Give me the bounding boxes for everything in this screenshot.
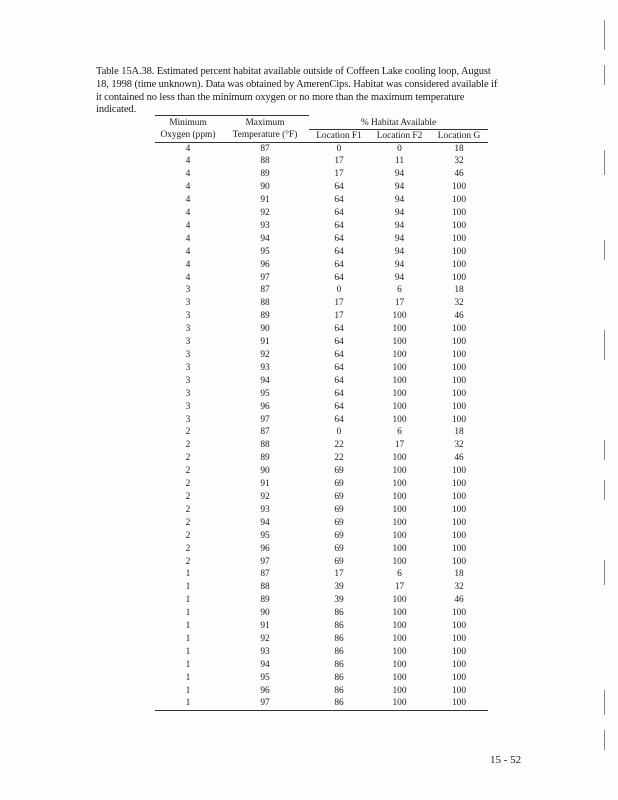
cell-location-f2: 100 bbox=[392, 466, 407, 477]
cell-min-oxygen: 2 bbox=[185, 479, 191, 490]
cell-location-f2: 0 bbox=[397, 143, 402, 154]
cell-min-oxygen: 2 bbox=[185, 543, 191, 554]
cell-location-g: 32 bbox=[454, 156, 464, 167]
cell-location-f2: 17 bbox=[394, 440, 405, 451]
cell-max-temp: 96 bbox=[260, 543, 270, 554]
cell-max-temp: 96 bbox=[260, 685, 270, 696]
cell-max-temp: 89 bbox=[260, 453, 270, 464]
table-row bbox=[155, 697, 488, 710]
cell-max-temp: 97 bbox=[260, 414, 270, 425]
table-row bbox=[155, 155, 488, 168]
cell-max-temp: 87 bbox=[260, 143, 270, 154]
cell-location-g: 100 bbox=[451, 491, 467, 502]
cell-min-oxygen: 3 bbox=[185, 375, 191, 386]
table-row bbox=[155, 207, 488, 220]
cell-max-temp: 92 bbox=[260, 350, 270, 360]
cell-max-temp: 95 bbox=[260, 246, 270, 257]
cell-min-oxygen: 4 bbox=[185, 169, 191, 180]
cell-location-f2: 100 bbox=[392, 337, 407, 348]
cell-location-f2: 100 bbox=[392, 362, 407, 373]
table-row bbox=[155, 297, 488, 310]
cell-location-f2: 94 bbox=[394, 220, 405, 231]
cell-location-f1: 22 bbox=[334, 453, 344, 464]
cell-location-f2: 94 bbox=[394, 182, 405, 193]
table-row bbox=[155, 336, 488, 349]
cell-location-f2: 94 bbox=[394, 272, 405, 283]
cell-location-f1: 64 bbox=[334, 337, 344, 348]
cell-min-oxygen: 1 bbox=[185, 608, 191, 619]
header-location-f1: Location F1 bbox=[309, 129, 369, 142]
cell-location-f2: 100 bbox=[392, 311, 407, 322]
cell-location-g: 100 bbox=[451, 208, 467, 219]
header-location-g: Location G bbox=[430, 129, 488, 142]
cell-min-oxygen: 4 bbox=[185, 259, 191, 270]
table-row bbox=[155, 362, 488, 375]
cell-max-temp: 97 bbox=[260, 556, 270, 567]
table-row bbox=[155, 142, 488, 155]
table-row bbox=[155, 581, 488, 594]
cell-location-f2: 100 bbox=[392, 491, 407, 502]
cell-min-oxygen: 2 bbox=[185, 504, 191, 515]
cell-location-f1: 17 bbox=[334, 569, 344, 580]
cell-location-f1: 64 bbox=[334, 362, 344, 373]
cell-min-oxygen: 3 bbox=[185, 362, 191, 373]
cell-max-temp: 87 bbox=[260, 285, 270, 296]
cell-max-temp: 91 bbox=[260, 337, 270, 348]
header-habitat-group: % Habitat Available bbox=[309, 116, 488, 130]
cell-location-f2: 100 bbox=[392, 633, 407, 644]
cell-location-f2: 100 bbox=[392, 646, 407, 657]
cell-location-g: 100 bbox=[451, 556, 467, 567]
table-row bbox=[155, 246, 488, 259]
cell-location-f1: 64 bbox=[334, 414, 344, 425]
cell-max-temp: 94 bbox=[260, 517, 270, 528]
cell-min-oxygen: 2 bbox=[185, 491, 191, 502]
cell-location-g: 100 bbox=[451, 530, 467, 541]
cell-location-f1: 0 bbox=[336, 143, 342, 154]
cell-max-temp: 96 bbox=[260, 259, 270, 270]
cell-min-oxygen: 2 bbox=[185, 530, 191, 541]
cell-location-g: 46 bbox=[454, 595, 464, 606]
cell-location-g: 100 bbox=[451, 233, 467, 244]
cell-max-temp: 91 bbox=[260, 195, 270, 206]
cell-location-f2: 100 bbox=[369, 697, 430, 710]
table-row bbox=[155, 672, 488, 685]
cell-min-oxygen: 2 bbox=[185, 466, 191, 477]
cell-min-oxygen: 1 bbox=[185, 672, 191, 683]
cell-location-g: 100 bbox=[451, 220, 467, 231]
cell-location-g: 46 bbox=[454, 169, 464, 180]
cell-min-oxygen: 1 bbox=[185, 659, 191, 670]
cell-location-f1: 39 bbox=[334, 582, 344, 593]
cell-max-temp: 90 bbox=[260, 466, 270, 477]
cell-location-f1: 69 bbox=[334, 543, 344, 554]
cell-min-oxygen: 3 bbox=[185, 285, 191, 296]
cell-min-oxygen: 4 bbox=[185, 182, 191, 193]
cell-location-g: 18 bbox=[454, 285, 464, 296]
cell-location-g: 100 bbox=[430, 697, 488, 710]
table-row bbox=[155, 194, 488, 207]
cell-max-temp: 93 bbox=[260, 362, 270, 373]
cell-min-oxygen: 1 bbox=[185, 685, 191, 696]
cell-max-temp: 93 bbox=[260, 646, 270, 657]
cell-max-temp: 92 bbox=[260, 208, 270, 219]
cell-location-f2: 100 bbox=[392, 414, 407, 425]
cell-max-temp: 96 bbox=[260, 401, 270, 412]
table-row bbox=[155, 478, 488, 491]
table-row bbox=[155, 349, 488, 362]
table-row bbox=[155, 388, 488, 401]
cell-location-f2: 94 bbox=[394, 246, 405, 257]
table-row bbox=[155, 168, 488, 181]
caption-line: indicated. bbox=[96, 104, 137, 116]
cell-location-f1: 69 bbox=[334, 479, 344, 490]
cell-min-oxygen: 1 bbox=[185, 582, 191, 593]
table-row bbox=[155, 426, 488, 439]
cell-location-f1: 64 bbox=[334, 182, 344, 193]
cell-location-f1: 64 bbox=[334, 401, 344, 412]
cell-min-oxygen: 1 bbox=[155, 697, 221, 710]
cell-max-temp: 95 bbox=[260, 530, 270, 541]
cell-location-g: 46 bbox=[454, 311, 464, 322]
cell-location-g: 100 bbox=[451, 362, 467, 373]
table-row bbox=[155, 220, 488, 233]
cell-location-f2: 100 bbox=[392, 543, 407, 554]
cell-max-temp: 88 bbox=[260, 440, 270, 451]
cell-location-f2: 11 bbox=[394, 156, 405, 167]
table-row bbox=[155, 439, 488, 452]
cell-location-f2: 100 bbox=[392, 479, 407, 490]
cell-location-f2: 94 bbox=[394, 233, 405, 244]
cell-max-temp: 88 bbox=[260, 298, 270, 309]
cell-location-g: 100 bbox=[451, 466, 467, 477]
table-row bbox=[155, 465, 488, 478]
cell-location-f2: 100 bbox=[392, 621, 407, 632]
table-row bbox=[155, 517, 488, 530]
table-row bbox=[155, 620, 488, 633]
cell-min-oxygen: 1 bbox=[185, 646, 191, 657]
cell-location-f1: 86 bbox=[334, 646, 344, 657]
cell-max-temp: 91 bbox=[260, 479, 270, 490]
cell-max-temp: 88 bbox=[260, 582, 270, 593]
table-row bbox=[155, 607, 488, 620]
cell-location-f1: 86 bbox=[334, 608, 344, 619]
cell-min-oxygen: 4 bbox=[185, 233, 191, 244]
cell-location-f1: 64 bbox=[334, 246, 344, 257]
table-row bbox=[155, 568, 488, 581]
cell-max-temp: 90 bbox=[260, 608, 270, 619]
table-row bbox=[155, 272, 488, 285]
cell-location-f2: 100 bbox=[392, 517, 407, 528]
cell-location-f1: 64 bbox=[334, 220, 344, 231]
cell-location-g: 100 bbox=[451, 259, 467, 270]
cell-location-g: 32 bbox=[454, 440, 464, 451]
caption-line: it contained no less than the minimum oxygen or no more than the maximum temperature bbox=[96, 91, 465, 103]
cell-location-g: 100 bbox=[451, 479, 467, 490]
cell-location-f1: 69 bbox=[334, 530, 344, 541]
cell-location-g: 100 bbox=[451, 401, 467, 412]
cell-location-f2: 100 bbox=[392, 685, 407, 696]
cell-min-oxygen: 1 bbox=[185, 633, 191, 644]
cell-location-f1: 64 bbox=[334, 375, 344, 386]
page-number: 15 - 52 bbox=[490, 754, 522, 766]
cell-max-temp: 89 bbox=[260, 169, 270, 180]
cell-min-oxygen: 3 bbox=[185, 337, 191, 348]
cell-location-f2: 6 bbox=[397, 569, 402, 580]
cell-min-oxygen: 4 bbox=[185, 272, 191, 283]
table-row bbox=[155, 556, 488, 569]
cell-max-temp: 89 bbox=[260, 311, 270, 322]
cell-location-f1: 86 bbox=[334, 621, 344, 632]
cell-location-g: 100 bbox=[451, 414, 467, 425]
cell-min-oxygen: 2 bbox=[185, 556, 191, 567]
cell-location-g: 100 bbox=[451, 504, 467, 515]
cell-location-f2: 100 bbox=[392, 595, 407, 606]
table-row bbox=[155, 284, 488, 297]
cell-min-oxygen: 3 bbox=[185, 401, 191, 412]
cell-min-oxygen: 3 bbox=[185, 350, 191, 360]
cell-max-temp: 94 bbox=[260, 659, 270, 670]
cell-location-f2: 100 bbox=[392, 556, 407, 567]
cell-max-temp: 94 bbox=[260, 375, 270, 386]
cell-location-f1: 69 bbox=[334, 556, 344, 567]
cell-location-f2: 94 bbox=[394, 208, 405, 219]
cell-location-f1: 64 bbox=[334, 208, 344, 219]
cell-location-g: 46 bbox=[454, 453, 464, 464]
cell-max-temp: 95 bbox=[260, 388, 270, 399]
cell-location-f2: 94 bbox=[394, 259, 405, 270]
header-location-f2: Location F2 bbox=[369, 129, 430, 142]
cell-max-temp: 90 bbox=[260, 324, 270, 335]
cell-location-f2: 100 bbox=[392, 324, 407, 335]
header-max-temp-line1: Maximum bbox=[221, 116, 309, 130]
cell-location-f1: 69 bbox=[334, 466, 344, 477]
cell-location-g: 32 bbox=[454, 582, 464, 593]
cell-max-temp: 87 bbox=[260, 427, 270, 438]
cell-location-f1: 69 bbox=[334, 504, 344, 515]
cell-max-temp: 93 bbox=[260, 220, 270, 231]
cell-location-f1: 69 bbox=[334, 491, 344, 502]
cell-location-g: 100 bbox=[451, 633, 467, 644]
table-row bbox=[155, 452, 488, 465]
cell-location-g: 100 bbox=[451, 246, 467, 257]
cell-location-f1: 0 bbox=[336, 427, 342, 438]
cell-min-oxygen: 4 bbox=[185, 246, 191, 257]
cell-location-f2: 100 bbox=[392, 659, 407, 670]
table-body bbox=[155, 142, 488, 711]
caption-line: Table 15A.38. Estimated percent habitat available outside of Coffeen Lake cooling loop, August bbox=[96, 66, 491, 77]
cell-max-temp: 93 bbox=[260, 504, 270, 515]
cell-min-oxygen: 2 bbox=[185, 517, 191, 528]
cell-location-f1: 64 bbox=[334, 233, 344, 244]
table-caption bbox=[96, 66, 541, 117]
header-min-oxygen-line1: Minimum bbox=[155, 116, 221, 130]
cell-location-g: 100 bbox=[451, 337, 467, 348]
cell-min-oxygen: 2 bbox=[185, 427, 191, 438]
cell-location-g: 18 bbox=[454, 427, 464, 438]
cell-min-oxygen: 3 bbox=[185, 298, 191, 309]
cell-min-oxygen: 4 bbox=[185, 156, 191, 167]
scan-edge-marks bbox=[604, 10, 608, 790]
cell-location-g: 18 bbox=[454, 143, 464, 154]
cell-location-f2: 6 bbox=[397, 427, 402, 438]
cell-location-f1: 64 bbox=[334, 388, 344, 399]
cell-location-f2: 100 bbox=[392, 401, 407, 412]
cell-location-f1: 17 bbox=[334, 298, 344, 309]
table-row bbox=[155, 491, 488, 504]
cell-location-f2: 94 bbox=[394, 169, 405, 180]
cell-location-f1: 17 bbox=[334, 169, 344, 180]
cell-min-oxygen: 2 bbox=[185, 440, 191, 451]
cell-location-f1: 86 bbox=[334, 685, 344, 696]
table-row bbox=[155, 233, 488, 246]
cell-location-f1: 86 bbox=[334, 633, 344, 644]
cell-min-oxygen: 1 bbox=[185, 595, 191, 606]
table-row bbox=[155, 310, 488, 323]
table-row bbox=[155, 375, 488, 388]
cell-location-g: 100 bbox=[451, 182, 467, 193]
habitat-table bbox=[155, 115, 488, 711]
cell-location-f1: 69 bbox=[334, 517, 344, 528]
cell-location-g: 100 bbox=[451, 685, 467, 696]
cell-location-g: 100 bbox=[451, 517, 467, 528]
cell-max-temp: 97 bbox=[260, 272, 270, 283]
cell-location-f2: 94 bbox=[394, 195, 405, 206]
cell-location-g: 100 bbox=[451, 350, 467, 360]
cell-location-f2: 100 bbox=[392, 504, 407, 515]
table-row bbox=[155, 259, 488, 272]
cell-max-temp: 92 bbox=[260, 491, 270, 502]
header-max-temp-line2: Temperature (°F) bbox=[221, 129, 309, 142]
cell-location-f2: 100 bbox=[392, 375, 407, 386]
cell-max-temp: 94 bbox=[260, 233, 270, 244]
cell-location-f2: 6 bbox=[397, 285, 402, 296]
cell-location-f1: 17 bbox=[334, 311, 344, 322]
table-row bbox=[155, 414, 488, 427]
table-row bbox=[155, 504, 488, 517]
table-row bbox=[155, 401, 488, 414]
cell-max-temp: 92 bbox=[260, 633, 270, 644]
header-min-oxygen-line2: Oxygen (ppm) bbox=[155, 129, 221, 142]
cell-location-g: 100 bbox=[451, 659, 467, 670]
cell-min-oxygen: 2 bbox=[185, 453, 191, 464]
cell-max-temp: 87 bbox=[260, 569, 270, 580]
cell-max-temp: 91 bbox=[260, 621, 270, 632]
cell-location-f2: 100 bbox=[392, 672, 407, 683]
cell-location-g: 100 bbox=[451, 543, 467, 554]
cell-min-oxygen: 3 bbox=[185, 414, 191, 425]
cell-min-oxygen: 4 bbox=[185, 195, 191, 206]
cell-min-oxygen: 3 bbox=[185, 311, 191, 322]
cell-location-f2: 100 bbox=[392, 453, 407, 464]
table-row bbox=[155, 646, 488, 659]
cell-location-f1: 0 bbox=[336, 285, 342, 296]
cell-location-f2: 100 bbox=[392, 530, 407, 541]
cell-location-f1: 64 bbox=[334, 259, 344, 270]
cell-location-g: 100 bbox=[451, 375, 467, 386]
table-row bbox=[155, 181, 488, 194]
cell-max-temp: 97 bbox=[221, 697, 309, 710]
cell-location-f2: 100 bbox=[392, 608, 407, 619]
cell-location-f1: 86 bbox=[334, 659, 344, 670]
cell-location-f1: 22 bbox=[334, 440, 344, 451]
cell-min-oxygen: 1 bbox=[185, 621, 191, 632]
cell-location-f2: 100 bbox=[392, 388, 407, 399]
cell-location-f1: 64 bbox=[334, 350, 344, 360]
cell-location-f1: 86 bbox=[334, 672, 344, 683]
cell-location-g: 100 bbox=[451, 672, 467, 683]
cell-location-g: 18 bbox=[454, 569, 464, 580]
cell-location-f1: 64 bbox=[334, 272, 344, 283]
cell-min-oxygen: 4 bbox=[185, 220, 191, 231]
table-row bbox=[155, 594, 488, 607]
cell-location-g: 100 bbox=[451, 195, 467, 206]
cell-location-f1: 39 bbox=[334, 595, 344, 606]
cell-location-f2: 17 bbox=[394, 582, 405, 593]
cell-min-oxygen: 4 bbox=[185, 208, 191, 219]
table-row bbox=[155, 530, 488, 543]
cell-location-f1: 64 bbox=[334, 195, 344, 206]
cell-min-oxygen: 3 bbox=[185, 388, 191, 399]
cell-location-g: 32 bbox=[454, 298, 464, 309]
table-row bbox=[155, 323, 488, 336]
caption-line: 18, 1998 (time unknown). Data was obtained by AmerenCips. Habitat was considered available if bbox=[96, 78, 498, 90]
cell-max-temp: 89 bbox=[260, 595, 270, 606]
cell-max-temp: 88 bbox=[260, 156, 270, 167]
cell-max-temp: 95 bbox=[260, 672, 270, 683]
cell-max-temp: 90 bbox=[260, 182, 270, 193]
cell-min-oxygen: 4 bbox=[185, 143, 191, 154]
table-row bbox=[155, 633, 488, 646]
cell-location-g: 100 bbox=[451, 608, 467, 619]
cell-location-f2: 100 bbox=[392, 350, 407, 360]
cell-location-f1: 64 bbox=[334, 324, 344, 335]
cell-location-g: 100 bbox=[451, 646, 467, 657]
table-row bbox=[155, 659, 488, 672]
cell-location-f2: 17 bbox=[394, 298, 405, 309]
cell-min-oxygen: 1 bbox=[185, 569, 191, 580]
cell-min-oxygen: 3 bbox=[185, 324, 191, 335]
table-row bbox=[155, 685, 488, 698]
cell-location-f1: 86 bbox=[309, 697, 369, 710]
cell-location-g: 100 bbox=[451, 621, 467, 632]
cell-location-g: 100 bbox=[451, 324, 467, 335]
table-row bbox=[155, 543, 488, 556]
cell-location-g: 100 bbox=[451, 388, 467, 399]
cell-location-g: 100 bbox=[451, 272, 467, 283]
cell-location-f1: 17 bbox=[334, 156, 344, 167]
